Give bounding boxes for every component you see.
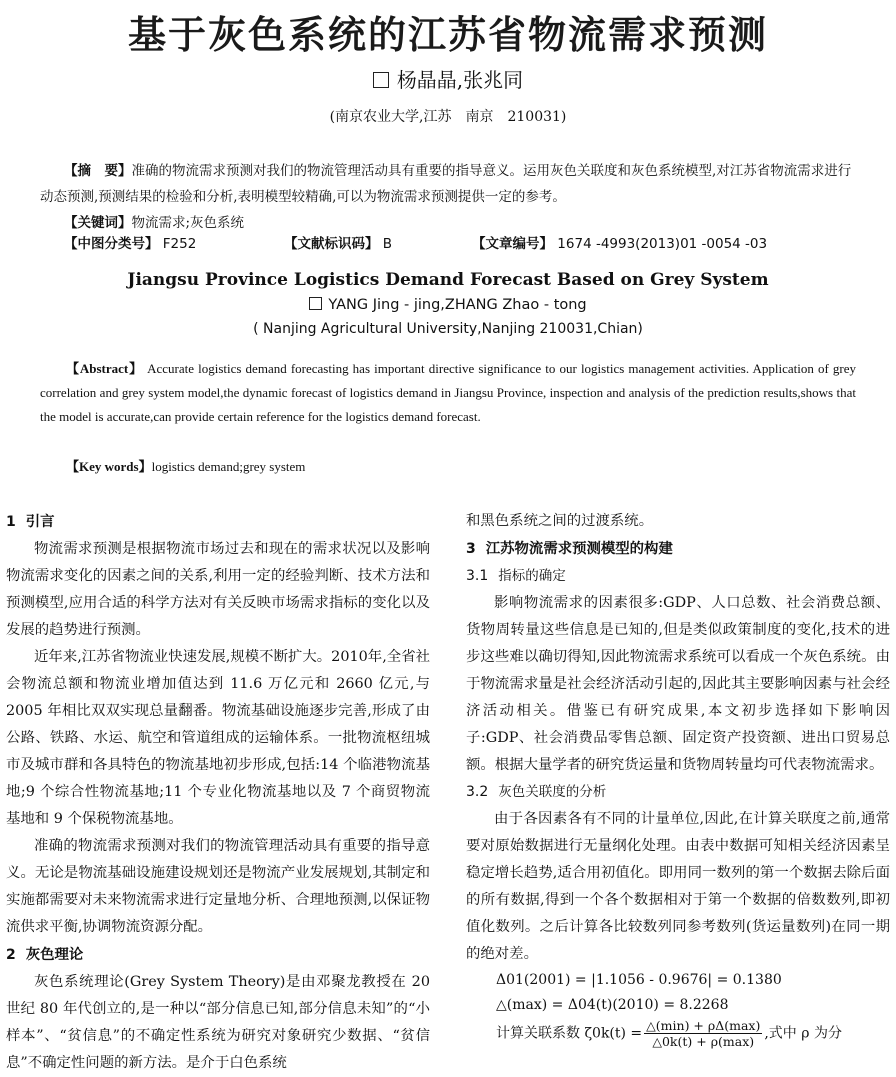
cn-abstract <box>40 158 856 210</box>
article-no-value: 1674 -4993(2013)01 -0054 -03 <box>557 236 768 252</box>
clc-label: 【中图分类号】 <box>64 236 159 252</box>
doc-code-value: B <box>382 236 393 252</box>
author-box-icon <box>309 297 322 310</box>
right-column <box>466 508 890 1049</box>
paragraph: 灰色系统理论(Grey System Theory)是由邓聚龙教授在 20 世纪 80 年代创立的,是一种以“部分信息已知,部分信息未知”的“小样本”、“贫信息”的不确定性系统为研究对象研究少数据、“贫信息”不确定性问题的新方法。是介于白色系统 <box>6 974 430 1071</box>
doc-code-label: 【文献标识码】 <box>284 236 379 252</box>
paragraph-continued: 和黑色系统之间的过渡系统。 <box>466 513 654 529</box>
clc-value: F252 <box>162 236 197 252</box>
authors <box>0 64 896 93</box>
cn-keywords-label: 【关键词】 <box>64 215 132 231</box>
authors-text: 杨晶晶,张兆同 <box>396 68 524 92</box>
english-authors <box>0 297 896 313</box>
article-no-label: 【文章编号】 <box>472 236 553 252</box>
fraction: $\frac{\triangle(\min) + \rho\Delta(\max)}{\triangle 0k(t) + \rho(\max)}$ <box>646 1018 761 1049</box>
english-affiliation: ( Nanjing Agricultural University,Nanjing 210031,Chian) <box>253 321 643 337</box>
paragraph: 由于各因素各有不同的计量单位,因此,在计算关联度之前,通常要对原始数据进行无量纲化处理。由表中数据可知相关经济因素呈稳定增长趋势,适合用初值化。即用同一数列的第一个数据去除后面的所有数据,得到一个各个数据相对于第一个数据的倍数数列,即初值化数列。之后计算各比较数列同参考数列(货运量数列)在同一期的绝对差。 <box>466 811 890 962</box>
section-3-heading: 3 江苏物流需求预测模型的构建 <box>466 540 673 557</box>
left-column <box>6 508 430 1077</box>
equation-3: 计算关联系数 ζ0k(t) = $\frac{\triangle(\min) + \rho\Delta(\max)}{\triangle 0k(t) + \rho(\max)}$ ,式中 ρ 为分 <box>496 1018 842 1049</box>
english-abstract-text: Accurate logistics demand forecasting has important directive significance to our logistics management activities. Application of grey correlation and grey system model,the dynamic forecast of logistics demand in Jiangsu Province, inspection and analysis of the prediction results,shows that the model is accurate,can provide certain reference for the logistics demand forecast. <box>40 361 857 424</box>
subsection-3-2-heading: 3.2 灰色关联度的分析 <box>466 784 607 800</box>
equation-1: Δ01(2001) = |1.1056 - 0.9676| = 0.1380 <box>496 972 782 988</box>
cn-keywords-text: 物流需求;灰色系统 <box>131 215 245 231</box>
english-authors-text: YANG Jing - jing,ZHANG Zhao - tong <box>328 297 587 313</box>
cn-abstract-label: 【摘 要】 <box>64 163 132 179</box>
english-title: Jiangsu Province Logistics Demand Forecast Based on Grey System <box>127 270 769 290</box>
section-1-heading: 1 引言 <box>6 513 55 530</box>
paragraph: 物流需求预测是根据物流市场过去和现在的需求状况以及影响物流需求变化的因素之间的关系,利用一定的经验判断、技术方法和预测模型,应用合适的科学方法对有关反映市场需求指标的变化以及发展的趋势进行预测。 <box>6 541 430 638</box>
affiliation: (南京农业大学,江苏 南京 210031) <box>329 109 567 125</box>
english-keywords-label: 【Key words】 <box>66 459 152 474</box>
english-keywords <box>66 456 305 475</box>
section-2-heading: 2 灰色理论 <box>6 946 84 963</box>
english-abstract-label: 【Abstract】 <box>66 361 143 376</box>
equation-2: △(max) = Δ04(t)(2010) = 8.2268 <box>496 997 729 1013</box>
cn-abstract-text: 准确的物流需求预测对我们的物流管理活动具有重要的指导意义。运用灰色关联度和灰色系统模型,对江苏省物流需求进行动态预测,预测结果的检验和分析,表明模型较精确,可以为物流需求预测提供一定的参考。 <box>40 163 852 205</box>
paragraph: 准确的物流需求预测对我们的物流管理活动具有重要的指导意义。无论是物流基础设施建设规划还是物流产业发展规划,其制定和实施都需要对未来物流需求进行定量地分析、合理地预测,以保证物流供求平衡,协调物流资源分配。 <box>6 838 430 935</box>
english-keywords-text: logistics demand;grey system <box>151 459 306 474</box>
subsection-3-1-heading: 3.1 指标的确定 <box>466 568 566 584</box>
paper-title: 基于灰色系统的江苏省物流需求预测 <box>127 12 768 57</box>
paragraph: 影响物流需求的因素很多:GDP、人口总数、社会消费总额、货物周转量这些信息是已知的,但是类似政策制度的变化,技术的进步这些难以确切得知,因此物流需求系统可以看成一个灰色系统。由于物流需求量是社会经济活动引起的,因此其主要影响因素与社会经济活动相关。借鉴已有研究成果,本文初步选择如下影响因子:GDP、社会消费品零售总额、固定资产投资额、进出口贸易总额。根据大量学者的研究货运量和货物周转量均可代表物流需求。 <box>466 595 890 773</box>
english-abstract <box>40 357 856 429</box>
author-box-icon <box>373 72 389 88</box>
paragraph: 近年来,江苏省物流业快速发展,规模不断扩大。2010年,全省社会物流总额和物流业增加值达到 11.6 万亿元和 2660 亿元,与 2005 年相比双双实现总量翻番。物流基础设施逐步完善,形成了由公路、铁路、水运、航空和管道组成的运输体系。一批物流枢纽城市及城市群和各具特色的物流基地初步形成,包括:14 个临港物流基地;9 个综合性物流基地;11 个专业化物流基地以及 7 个商贸物流基地和 9 个保税物流基地。 <box>6 649 430 827</box>
